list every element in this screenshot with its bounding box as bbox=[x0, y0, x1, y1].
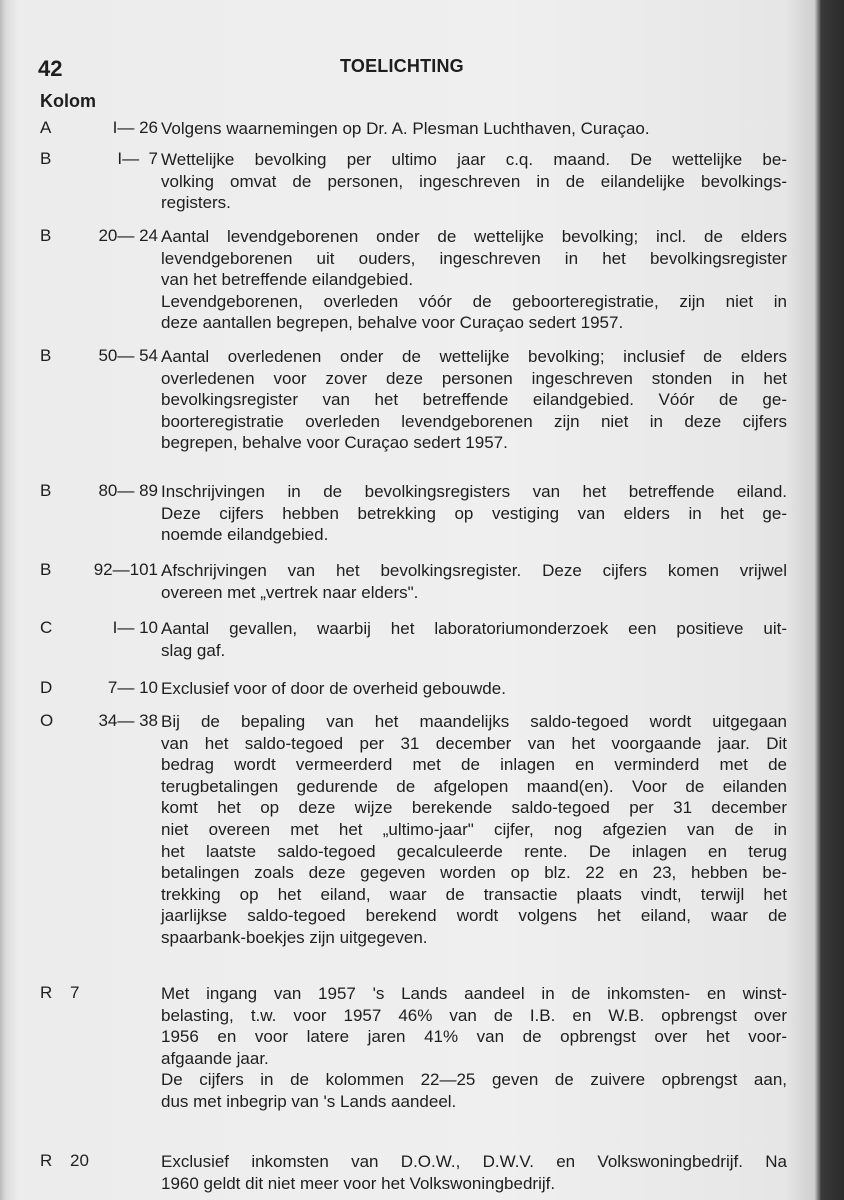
note-column-range: 7— 10 bbox=[107, 678, 158, 697]
note-text-line: 1960 geldt dit niet meer voor het Volkswoningbedrijf. bbox=[161, 1173, 556, 1193]
note-text bbox=[161, 560, 787, 603]
note-text-line: overeen met „vertrek naar elders". bbox=[161, 582, 419, 602]
note-text-line: Aantal gevallen, waarbij het laboratoriumonderzoek een positieve uit- bbox=[161, 619, 787, 638]
note-text-line: begrepen, behalve voor Curaçao sedert 1957. bbox=[161, 433, 508, 453]
note-section-letter: R bbox=[40, 1151, 53, 1170]
note-column-range: 92—101 bbox=[93, 560, 158, 579]
note-text-line: betalingen zoals deze gegeven worden op blz. 22 en 23, hebben be- bbox=[161, 863, 787, 883]
note-text-line: bedrag wordt vermeerderd met de inlagen en verminderd met de bbox=[161, 755, 787, 775]
note-column-range: I— 7 bbox=[117, 149, 158, 168]
column-header: Kolom bbox=[40, 91, 96, 111]
note-section-letter: D bbox=[40, 678, 53, 697]
note-section-letter: B bbox=[40, 560, 52, 579]
note-text bbox=[161, 149, 787, 214]
note-text-line: 1956 en voor latere jaren 41% van de opbrengst over het voor- bbox=[161, 1027, 787, 1047]
note-section-letter: B bbox=[40, 346, 52, 365]
note-text bbox=[161, 346, 787, 454]
note-section-letter: A bbox=[40, 118, 52, 137]
note-text-line: Exclusief inkomsten van D.O.W., D.W.V. en Volkswoningbedrijf. Na bbox=[161, 1152, 787, 1171]
note-text-line: Wettelijke bevolking per ultimo jaar c.q. maand. De wettelijke be- bbox=[161, 150, 787, 169]
note-text-line: Volgens waarnemingen op Dr. A. Plesman Luchthaven, Curaçao. bbox=[161, 119, 650, 138]
note-text-line: Deze cijfers hebben betrekking op vestiging van elders in het ge- bbox=[161, 503, 787, 523]
note-text-line: belasting, t.w. voor 1957 46% van de I.B. en W.B. opbrengst over bbox=[161, 1005, 787, 1025]
note-section-letter: O bbox=[40, 711, 54, 730]
note-text-line: het laatste saldo-tegoed gecalculeerde rente. De inlagen en terug bbox=[161, 841, 787, 861]
note-column-range: 80— 89 bbox=[98, 481, 158, 500]
note-column-range: 50— 54 bbox=[98, 346, 158, 365]
note-text-line: Inschrijvingen in de bevolkingsregisters van het betreffende eiland. bbox=[161, 482, 787, 501]
note-section-letter: B bbox=[40, 226, 52, 245]
note-text bbox=[161, 983, 787, 1113]
note-text-line: overledenen voor zover deze personen ingeschreven stonden in het bbox=[161, 368, 787, 388]
note-text-line: registers. bbox=[161, 193, 231, 213]
note-text-line: spaarbank-boekjes zijn uitgegeven. bbox=[161, 927, 428, 947]
note-text-line: Met ingang van 1957 's Lands aandeel in de inkomsten- en winst- bbox=[161, 984, 787, 1003]
note-text-line: Bij de bepaling van het maandelijks saldo-tegoed wordt uitgegaan bbox=[161, 712, 787, 731]
note-text-line: volking omvat de personen, ingeschreven in de eilandelijke bevolkings- bbox=[161, 171, 787, 191]
note-text-line: boorteregistratie overleden levendgeborenen zijn niet in deze cijfers bbox=[161, 411, 787, 431]
note-text-line: dus met inbegrip van 's Lands aandeel. bbox=[161, 1091, 457, 1111]
note-text-line: noemde eilandgebied. bbox=[161, 525, 329, 545]
note-text-line: De cijfers in de kolommen 22—25 geven de zuivere opbrengst aan, bbox=[161, 1070, 787, 1090]
note-column-range: I— 10 bbox=[112, 618, 158, 637]
note-text-line: deze aantallen begrepen, behalve voor Curaçao sedert 1957. bbox=[161, 313, 624, 333]
note-section-letter: C bbox=[40, 618, 53, 637]
note-text-line: komt het op deze wijze berekende saldo-tegoed per 31 december bbox=[161, 798, 787, 818]
note-text-line: bevolkingsregister van het betreffende eilandgebied. Vóór de ge- bbox=[161, 390, 787, 410]
note-column-range: 34— 38 bbox=[98, 711, 158, 730]
note-text-line: jaarlijkse saldo-tegoed berekend wordt volgens het eiland, waar de bbox=[161, 906, 787, 926]
note-text bbox=[161, 711, 787, 949]
note-text-line: Aantal levendgeborenen onder de wettelijke bevolking; incl. de elders bbox=[161, 227, 787, 246]
note-column-range: 20— 24 bbox=[98, 226, 158, 245]
page-number: 42 bbox=[38, 56, 63, 81]
note-text-line: Exclusief voor of door de overheid gebouwde. bbox=[161, 679, 506, 698]
note-section-letter: R bbox=[40, 983, 53, 1002]
note-column-range: 20 bbox=[70, 1151, 89, 1170]
note-text bbox=[161, 118, 787, 140]
note-text-line: Afschrijvingen van het bevolkingsregister. Deze cijfers komen vrijwel bbox=[161, 561, 787, 580]
note-text bbox=[161, 678, 787, 700]
note-section-letter: B bbox=[40, 149, 52, 168]
note-text-line: levendgeborenen uit ouders, ingeschreven in het bevolkingsregister bbox=[161, 248, 787, 268]
page-title: TOELICHTING bbox=[340, 56, 464, 76]
note-text-line: van het betreffende eilandgebied. bbox=[161, 270, 414, 290]
note-text bbox=[161, 618, 787, 661]
note-text bbox=[161, 226, 787, 334]
note-text-line: terugbetalingen gedurende de afgelopen maand(en). Voor de eilanden bbox=[161, 776, 787, 796]
note-text-line: slag gaf. bbox=[161, 640, 226, 660]
note-column-range: I— 26 bbox=[112, 118, 158, 137]
note-text bbox=[161, 481, 787, 546]
note-text-line: van het saldo-tegoed per 31 december van het voorgaande jaar. Dit bbox=[161, 733, 787, 753]
note-text-line: Levendgeborenen, overleden vóór de geboorteregistratie, zijn niet in bbox=[161, 291, 787, 311]
note-section-letter: B bbox=[40, 481, 52, 500]
note-text-line: niet overeen met het „ultimo-jaar" cijfer, nog afgezien van de in bbox=[161, 819, 787, 839]
note-text-line: afgaande jaar. bbox=[161, 1048, 269, 1068]
note-text bbox=[161, 1151, 787, 1194]
note-text-line: Aantal overledenen onder de wettelijke bevolking; inclusief de elders bbox=[161, 347, 787, 366]
note-column-range: 7 bbox=[70, 983, 80, 1002]
note-text-line: trekking op het eiland, waar de transactie plaats vindt, terwijl het bbox=[161, 884, 787, 904]
